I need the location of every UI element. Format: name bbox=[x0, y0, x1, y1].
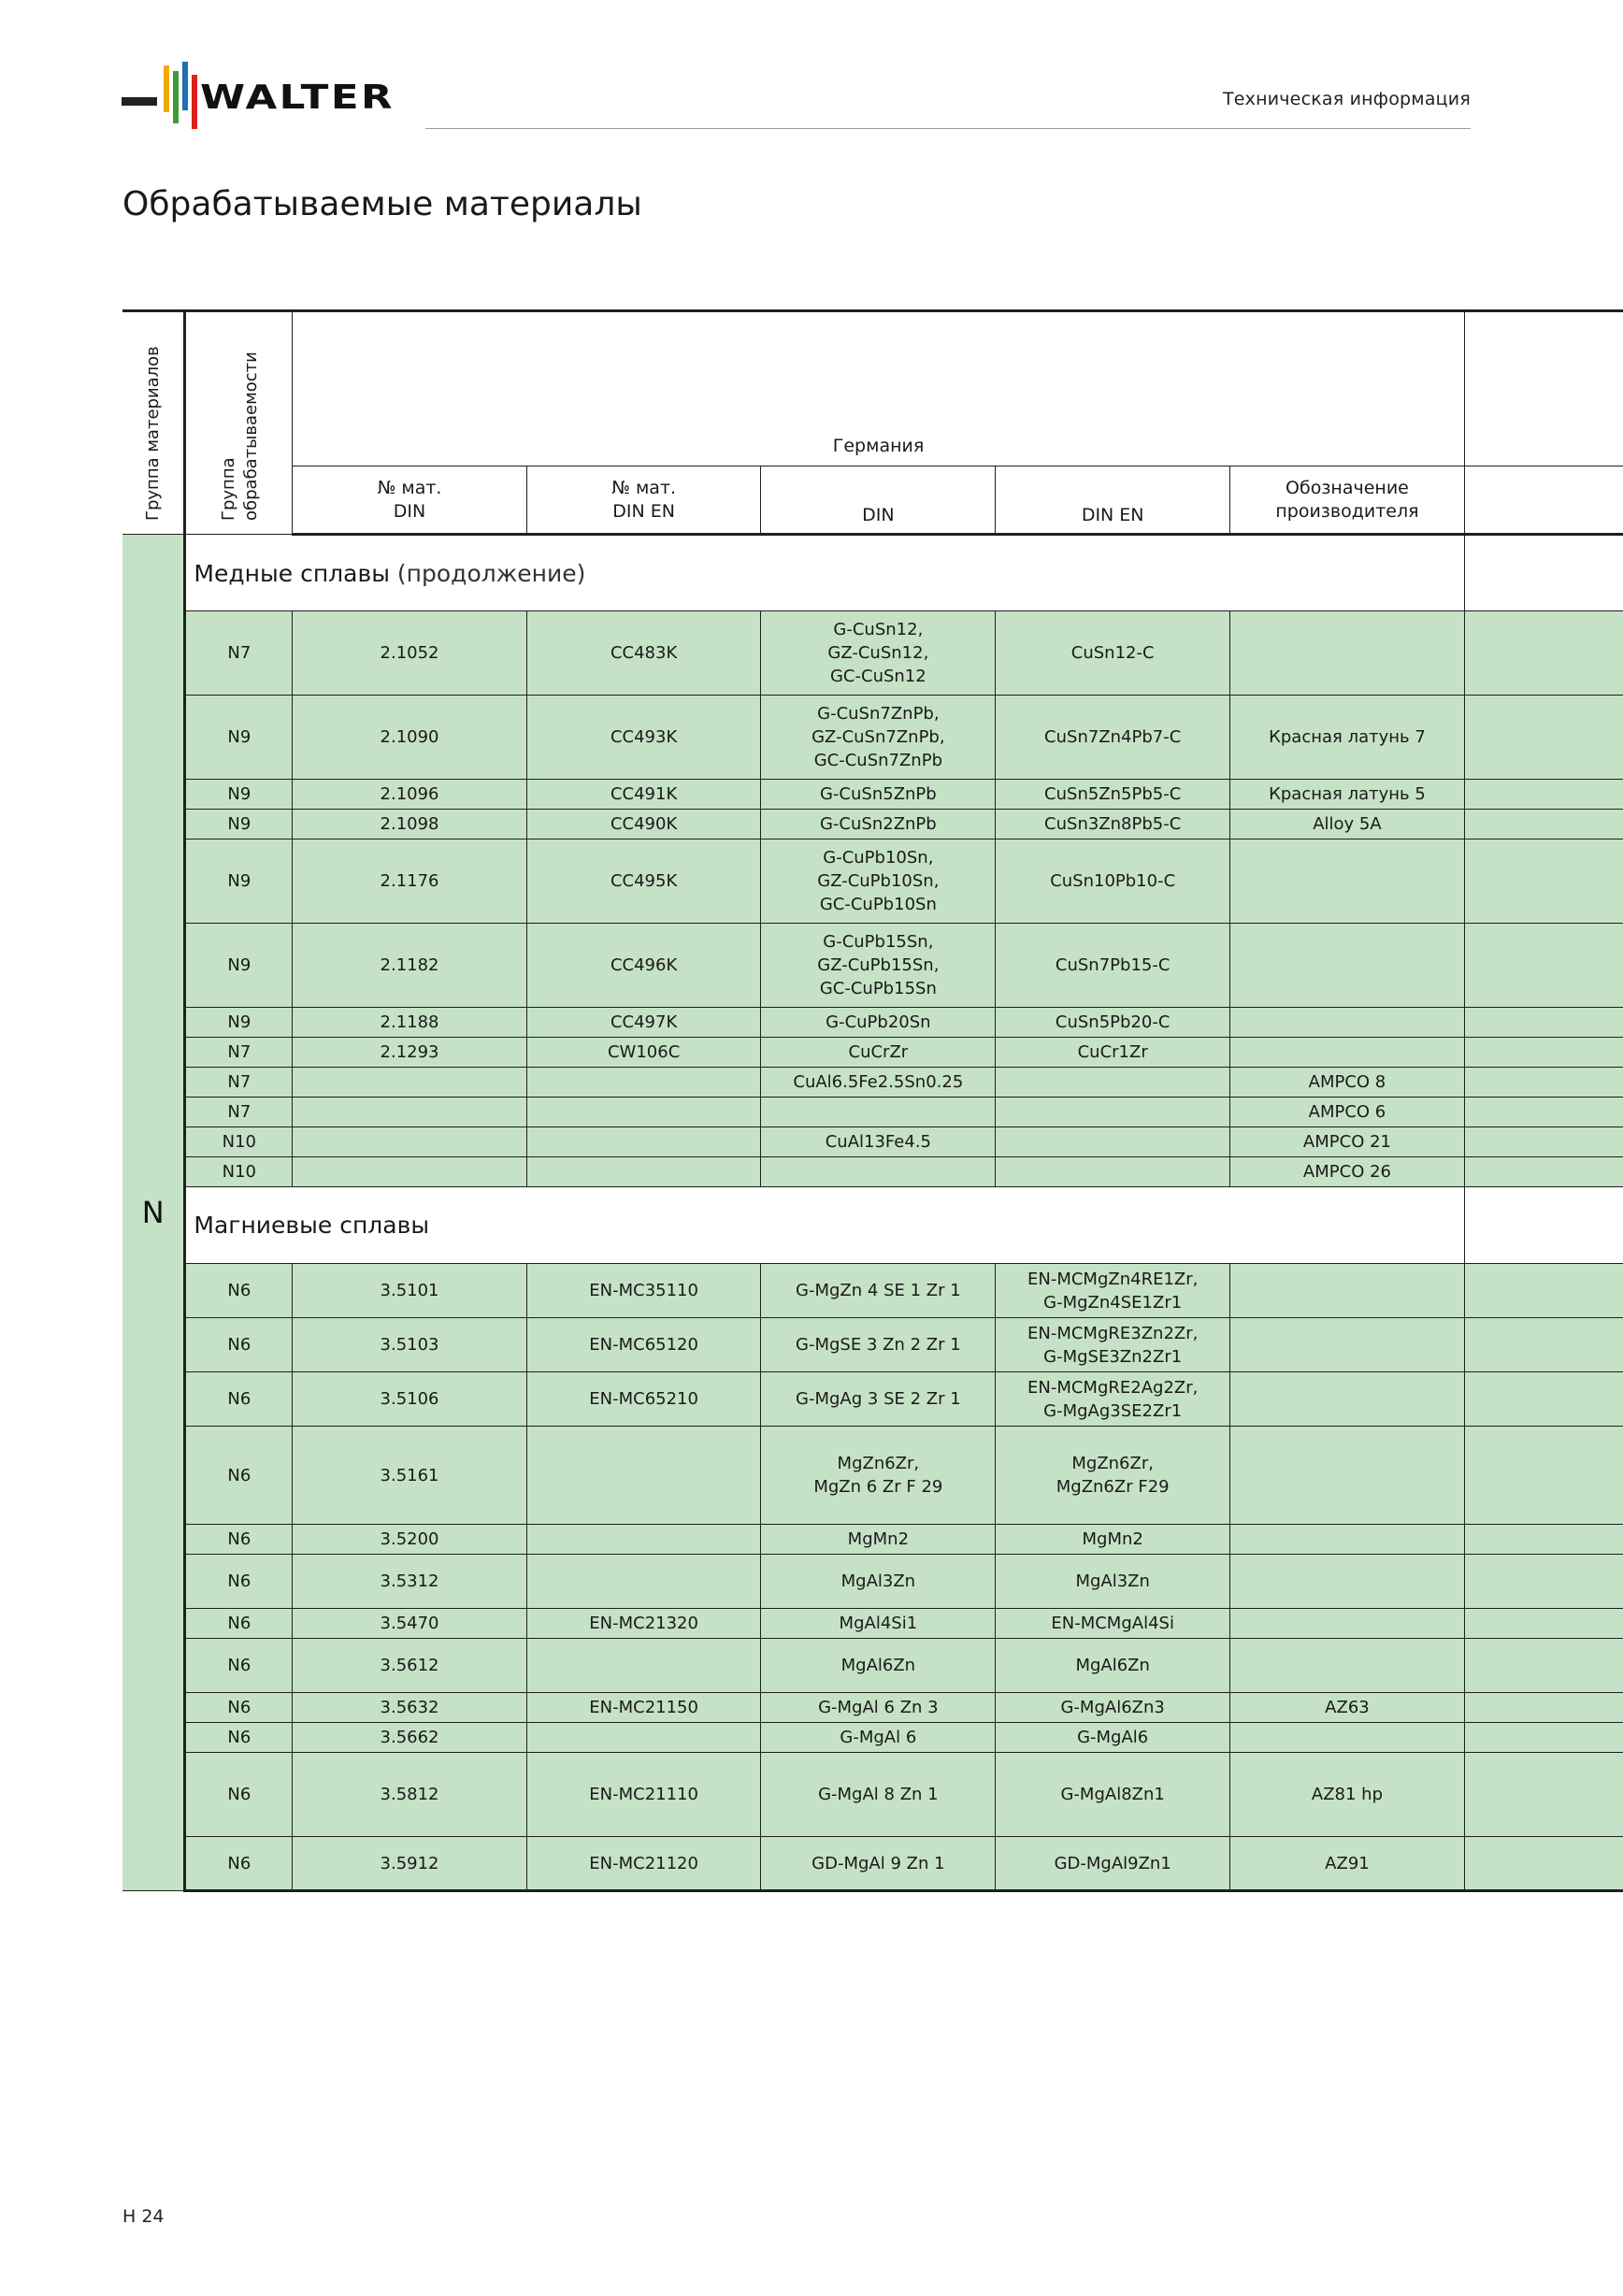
cell-machinability-group: N10 bbox=[185, 1157, 293, 1187]
cell-machinability-group: N10 bbox=[185, 1127, 293, 1157]
header-machinability-group: Группа обрабатываемости bbox=[185, 311, 293, 535]
cell-extra bbox=[1464, 780, 1623, 810]
cell-manufacturer bbox=[1230, 1555, 1465, 1609]
cell-extra bbox=[1464, 1127, 1623, 1157]
cell-din-en-no bbox=[526, 1427, 761, 1525]
materials-table bbox=[122, 309, 1623, 1892]
header-col-din: DIN bbox=[761, 466, 996, 535]
cell-machinability-group: N6 bbox=[185, 1693, 293, 1723]
table-row bbox=[122, 1008, 1623, 1038]
cell-din-en: EN-MCMgZn4RE1Zr, G-MgZn4SE1Zr1 bbox=[996, 1264, 1230, 1318]
table-row bbox=[122, 1264, 1623, 1318]
cell-din-no: 3.5470 bbox=[293, 1609, 527, 1639]
cell-din-en: MgAl6Zn bbox=[996, 1639, 1230, 1693]
cell-din: G-MgAl 6 bbox=[761, 1723, 996, 1753]
cell-manufacturer: AZ81 hp bbox=[1230, 1753, 1465, 1837]
cell-manufacturer bbox=[1230, 1639, 1465, 1693]
cell-manufacturer bbox=[1230, 1008, 1465, 1038]
cell-extra bbox=[1464, 1157, 1623, 1187]
header-country: Германия bbox=[293, 311, 1465, 466]
cell-din-en-no bbox=[526, 1639, 761, 1693]
cell-din-no: 3.5612 bbox=[293, 1639, 527, 1693]
cell-manufacturer bbox=[1230, 1038, 1465, 1068]
header-section-label: Техническая информация bbox=[1222, 89, 1471, 109]
cell-machinability-group: N6 bbox=[185, 1525, 293, 1555]
logo-black-bar bbox=[122, 97, 157, 106]
cell-din-en bbox=[996, 1068, 1230, 1098]
table-row bbox=[122, 1639, 1623, 1693]
cell-din-no: 2.1293 bbox=[293, 1038, 527, 1068]
cell-din-no: 3.5632 bbox=[293, 1693, 527, 1723]
cell-din: G-MgAl 8 Zn 1 bbox=[761, 1753, 996, 1837]
cell-manufacturer bbox=[1230, 611, 1465, 696]
cell-din-no: 3.5662 bbox=[293, 1723, 527, 1753]
table-row bbox=[122, 1837, 1623, 1891]
header-material-group: Группа материалов bbox=[122, 311, 185, 535]
table-row bbox=[122, 1753, 1623, 1837]
cell-din: MgAl3Zn bbox=[761, 1555, 996, 1609]
header-col-din-en: DIN EN bbox=[996, 466, 1230, 535]
cell-din-no: 2.1188 bbox=[293, 1008, 527, 1038]
cell-extra bbox=[1464, 1038, 1623, 1068]
header-col-manufacturer: Обозначение производителя bbox=[1230, 466, 1465, 535]
cell-din-en: CuSn5Pb20-C bbox=[996, 1008, 1230, 1038]
section-title bbox=[185, 1187, 1464, 1264]
cell-din bbox=[761, 1098, 996, 1127]
cell-machinability-group: N7 bbox=[185, 1038, 293, 1068]
cell-din-en-no: CC495K bbox=[526, 839, 761, 924]
walter-logo bbox=[122, 58, 402, 133]
cell-din-no: 2.1096 bbox=[293, 780, 527, 810]
cell-manufacturer bbox=[1230, 1318, 1465, 1372]
cell-machinability-group: N6 bbox=[185, 1372, 293, 1427]
cell-extra bbox=[1464, 1264, 1623, 1318]
cell-extra bbox=[1464, 1372, 1623, 1427]
cell-din-no: 3.5200 bbox=[293, 1525, 527, 1555]
cell-manufacturer: AMPCO 26 bbox=[1230, 1157, 1465, 1187]
cell-machinability-group: N9 bbox=[185, 696, 293, 780]
cell-din-en: CuSn7Zn4Pb7-C bbox=[996, 696, 1230, 780]
cell-manufacturer bbox=[1230, 1609, 1465, 1639]
cell-din-en: CuSn12-C bbox=[996, 611, 1230, 696]
cell-extra bbox=[1464, 696, 1623, 780]
cell-din-en-no: EN-MC65210 bbox=[526, 1372, 761, 1427]
cell-din-en-no bbox=[526, 1098, 761, 1127]
logo-wordmark: WALTER bbox=[200, 79, 395, 117]
cell-din: G-MgAl 6 Zn 3 bbox=[761, 1693, 996, 1723]
cell-extra bbox=[1464, 1693, 1623, 1723]
table-row bbox=[122, 1157, 1623, 1187]
cell-extra bbox=[1464, 1723, 1623, 1753]
cell-din-no: 2.1052 bbox=[293, 611, 527, 696]
cell-extra bbox=[1464, 924, 1623, 1008]
cell-din-no: 3.5103 bbox=[293, 1318, 527, 1372]
cell-din-no: 2.1098 bbox=[293, 810, 527, 839]
cell-din-en-no bbox=[526, 1555, 761, 1609]
cell-extra bbox=[1464, 1068, 1623, 1098]
cell-din-en-no: EN-MC35110 bbox=[526, 1264, 761, 1318]
cell-din: G-MgZn 4 SE 1 Zr 1 bbox=[761, 1264, 996, 1318]
cell-manufacturer bbox=[1230, 1723, 1465, 1753]
cell-manufacturer: Красная латунь 5 bbox=[1230, 780, 1465, 810]
cell-manufacturer: Alloy 5A bbox=[1230, 810, 1465, 839]
cell-machinability-group: N9 bbox=[185, 780, 293, 810]
cell-din-no bbox=[293, 1098, 527, 1127]
cell-machinability-group: N9 bbox=[185, 810, 293, 839]
cell-din-en-no: CW106C bbox=[526, 1038, 761, 1068]
cell-din-en-no: CC491K bbox=[526, 780, 761, 810]
cell-machinability-group: N7 bbox=[185, 1068, 293, 1098]
cell-din: MgZn6Zr, MgZn 6 Zr F 29 bbox=[761, 1427, 996, 1525]
cell-din-en-no: EN-MC21150 bbox=[526, 1693, 761, 1723]
cell-din-no: 2.1090 bbox=[293, 696, 527, 780]
cell-din-en: CuSn7Pb15-C bbox=[996, 924, 1230, 1008]
cell-din-en-no: EN-MC21320 bbox=[526, 1609, 761, 1639]
cell-machinability-group: N6 bbox=[185, 1837, 293, 1891]
cell-manufacturer: AMPCO 8 bbox=[1230, 1068, 1465, 1098]
cell-din-en: G-MgAl6 bbox=[996, 1723, 1230, 1753]
cell-din-en: CuSn10Pb10-C bbox=[996, 839, 1230, 924]
cell-manufacturer bbox=[1230, 1264, 1465, 1318]
cell-manufacturer: Красная латунь 7 bbox=[1230, 696, 1465, 780]
table-row bbox=[122, 1038, 1623, 1068]
cell-machinability-group: N6 bbox=[185, 1753, 293, 1837]
cell-din: G-CuPb10Sn, GZ-CuPb10Sn, GC-CuPb10Sn bbox=[761, 839, 996, 924]
header-extra-bottom bbox=[1464, 466, 1623, 535]
cell-din-no: 3.5161 bbox=[293, 1427, 527, 1525]
cell-din-en: GD-MgAl9Zn1 bbox=[996, 1837, 1230, 1891]
table-row bbox=[122, 1723, 1623, 1753]
table-row bbox=[122, 1372, 1623, 1427]
cell-machinability-group: N6 bbox=[185, 1609, 293, 1639]
cell-din: CuAl6.5Fe2.5Sn0.25 bbox=[761, 1068, 996, 1098]
cell-din-en-no bbox=[526, 1068, 761, 1098]
cell-machinability-group: N7 bbox=[185, 1098, 293, 1127]
cell-din bbox=[761, 1157, 996, 1187]
cell-din: G-MgSE 3 Zn 2 Zr 1 bbox=[761, 1318, 996, 1372]
cell-machinability-group: N9 bbox=[185, 839, 293, 924]
cell-din-en bbox=[996, 1098, 1230, 1127]
cell-din-en-no bbox=[526, 1723, 761, 1753]
table-row bbox=[122, 1555, 1623, 1609]
cell-din: G-CuSn12, GZ-CuSn12, GC-CuSn12 bbox=[761, 611, 996, 696]
cell-din-no: 3.5812 bbox=[293, 1753, 527, 1837]
section-row bbox=[122, 1187, 1623, 1264]
cell-extra bbox=[1464, 1318, 1623, 1372]
logo-yellow-stripe bbox=[164, 65, 169, 112]
cell-machinability-group: N6 bbox=[185, 1555, 293, 1609]
cell-din-no bbox=[293, 1157, 527, 1187]
cell-din-en bbox=[996, 1127, 1230, 1157]
cell-din: G-CuPb15Sn, GZ-CuPb15Sn, GC-CuPb15Sn bbox=[761, 924, 996, 1008]
cell-manufacturer: AMPCO 21 bbox=[1230, 1127, 1465, 1157]
cell-extra bbox=[1464, 1753, 1623, 1837]
header-col-din-en-no: № мат. DIN EN bbox=[526, 466, 761, 535]
cell-manufacturer: AZ63 bbox=[1230, 1693, 1465, 1723]
cell-machinability-group: N6 bbox=[185, 1318, 293, 1372]
cell-din-en: CuSn5Zn5Pb5-C bbox=[996, 780, 1230, 810]
cell-din: MgMn2 bbox=[761, 1525, 996, 1555]
cell-machinability-group: N7 bbox=[185, 611, 293, 696]
cell-din-en: EN-MCMgAl4Si bbox=[996, 1609, 1230, 1639]
cell-din-no bbox=[293, 1068, 527, 1098]
cell-extra bbox=[1464, 1525, 1623, 1555]
cell-manufacturer bbox=[1230, 1427, 1465, 1525]
cell-din: G-CuSn7ZnPb, GZ-CuSn7ZnPb, GC-CuSn7ZnPb bbox=[761, 696, 996, 780]
cell-manufacturer bbox=[1230, 839, 1465, 924]
logo-green-stripe bbox=[173, 71, 179, 123]
table-row bbox=[122, 1693, 1623, 1723]
cell-extra bbox=[1464, 1609, 1623, 1639]
cell-manufacturer: AZ91 bbox=[1230, 1837, 1465, 1891]
cell-din-en: MgZn6Zr, MgZn6Zr F29 bbox=[996, 1427, 1230, 1525]
cell-din: GD-MgAl 9 Zn 1 bbox=[761, 1837, 996, 1891]
cell-din-no: 3.5912 bbox=[293, 1837, 527, 1891]
section-extra-cell bbox=[1464, 535, 1623, 611]
cell-din-en: EN-MCMgRE3Zn2Zr, G-MgSE3Zn2Zr1 bbox=[996, 1318, 1230, 1372]
table-row bbox=[122, 810, 1623, 839]
cell-extra bbox=[1464, 1639, 1623, 1693]
cell-extra bbox=[1464, 1008, 1623, 1038]
cell-din: CuCrZr bbox=[761, 1038, 996, 1068]
cell-manufacturer bbox=[1230, 1372, 1465, 1427]
header-col-din-no: № мат. DIN bbox=[293, 466, 527, 535]
cell-din-en-no bbox=[526, 1157, 761, 1187]
cell-extra bbox=[1464, 810, 1623, 839]
cell-din-en-no: CC490K bbox=[526, 810, 761, 839]
cell-din-en-no bbox=[526, 1127, 761, 1157]
cell-din-en bbox=[996, 1157, 1230, 1187]
cell-din-en-no: EN-MC21110 bbox=[526, 1753, 761, 1837]
cell-extra bbox=[1464, 839, 1623, 924]
logo-blue-stripe bbox=[182, 62, 188, 110]
table-row bbox=[122, 1525, 1623, 1555]
cell-machinability-group: N6 bbox=[185, 1264, 293, 1318]
cell-din-en-no: CC496K bbox=[526, 924, 761, 1008]
logo-red-stripe bbox=[192, 75, 197, 129]
cell-extra bbox=[1464, 1837, 1623, 1891]
cell-manufacturer bbox=[1230, 924, 1465, 1008]
cell-din: MgAl4Si1 bbox=[761, 1609, 996, 1639]
page-title: Обрабатываемые материалы bbox=[122, 185, 642, 223]
cell-machinability-group: N9 bbox=[185, 1008, 293, 1038]
cell-din-en-no: CC493K bbox=[526, 696, 761, 780]
cell-din-en-no bbox=[526, 1525, 761, 1555]
section-title bbox=[185, 535, 1464, 611]
cell-manufacturer: AMPCO 6 bbox=[1230, 1098, 1465, 1127]
section-title-suffix: (продолжение) bbox=[396, 559, 586, 587]
cell-machinability-group: N6 bbox=[185, 1723, 293, 1753]
cell-extra bbox=[1464, 1427, 1623, 1525]
table-row bbox=[122, 696, 1623, 780]
cell-din-en: CuSn3Zn8Pb5-C bbox=[996, 810, 1230, 839]
cell-din-en-no: EN-MC65120 bbox=[526, 1318, 761, 1372]
cell-machinability-group: N9 bbox=[185, 924, 293, 1008]
cell-machinability-group: N6 bbox=[185, 1639, 293, 1693]
cell-din: G-MgAg 3 SE 2 Zr 1 bbox=[761, 1372, 996, 1427]
cell-din-no bbox=[293, 1127, 527, 1157]
cell-din-en: G-MgAl6Zn3 bbox=[996, 1693, 1230, 1723]
cell-din-en: CuCr1Zr bbox=[996, 1038, 1230, 1068]
section-extra-cell bbox=[1464, 1187, 1623, 1264]
cell-din-en-no: CC497K bbox=[526, 1008, 761, 1038]
cell-din-no: 3.5312 bbox=[293, 1555, 527, 1609]
cell-din: G-CuSn5ZnPb bbox=[761, 780, 996, 810]
cell-extra bbox=[1464, 611, 1623, 696]
table-row bbox=[122, 1609, 1623, 1639]
cell-machinability-group: N6 bbox=[185, 1427, 293, 1525]
cell-extra bbox=[1464, 1098, 1623, 1127]
section-row bbox=[122, 535, 1623, 611]
table-row bbox=[122, 1098, 1623, 1127]
cell-din-no: 2.1176 bbox=[293, 839, 527, 924]
header-rule bbox=[425, 128, 1471, 129]
table-row bbox=[122, 780, 1623, 810]
table-row bbox=[122, 839, 1623, 924]
cell-din: MgAl6Zn bbox=[761, 1639, 996, 1693]
cell-din: G-CuPb20Sn bbox=[761, 1008, 996, 1038]
cell-din-en-no: CC483K bbox=[526, 611, 761, 696]
cell-din-en: G-MgAl8Zn1 bbox=[996, 1753, 1230, 1837]
section-title-text: Магниевые сплавы bbox=[194, 1212, 430, 1239]
cell-din-en: MgAl3Zn bbox=[996, 1555, 1230, 1609]
table-row bbox=[122, 1427, 1623, 1525]
table-row bbox=[122, 1318, 1623, 1372]
cell-din: G-CuSn2ZnPb bbox=[761, 810, 996, 839]
cell-din-no: 3.5106 bbox=[293, 1372, 527, 1427]
table-row bbox=[122, 1068, 1623, 1098]
cell-din-no: 3.5101 bbox=[293, 1264, 527, 1318]
header-extra-top bbox=[1464, 311, 1623, 466]
material-group-letter: N bbox=[122, 535, 185, 1891]
cell-din: CuAl13Fe4.5 bbox=[761, 1127, 996, 1157]
cell-din-en: MgMn2 bbox=[996, 1525, 1230, 1555]
table-row bbox=[122, 611, 1623, 696]
table-row bbox=[122, 924, 1623, 1008]
section-title-text: Медные сплавы bbox=[194, 559, 390, 587]
cell-din-no: 2.1182 bbox=[293, 924, 527, 1008]
page-number: H 24 bbox=[122, 2206, 165, 2227]
cell-manufacturer bbox=[1230, 1525, 1465, 1555]
cell-extra bbox=[1464, 1555, 1623, 1609]
cell-din-en: EN-MCMgRE2Ag2Zr, G-MgAg3SE2Zr1 bbox=[996, 1372, 1230, 1427]
table-row bbox=[122, 1127, 1623, 1157]
cell-din-en-no: EN-MC21120 bbox=[526, 1837, 761, 1891]
